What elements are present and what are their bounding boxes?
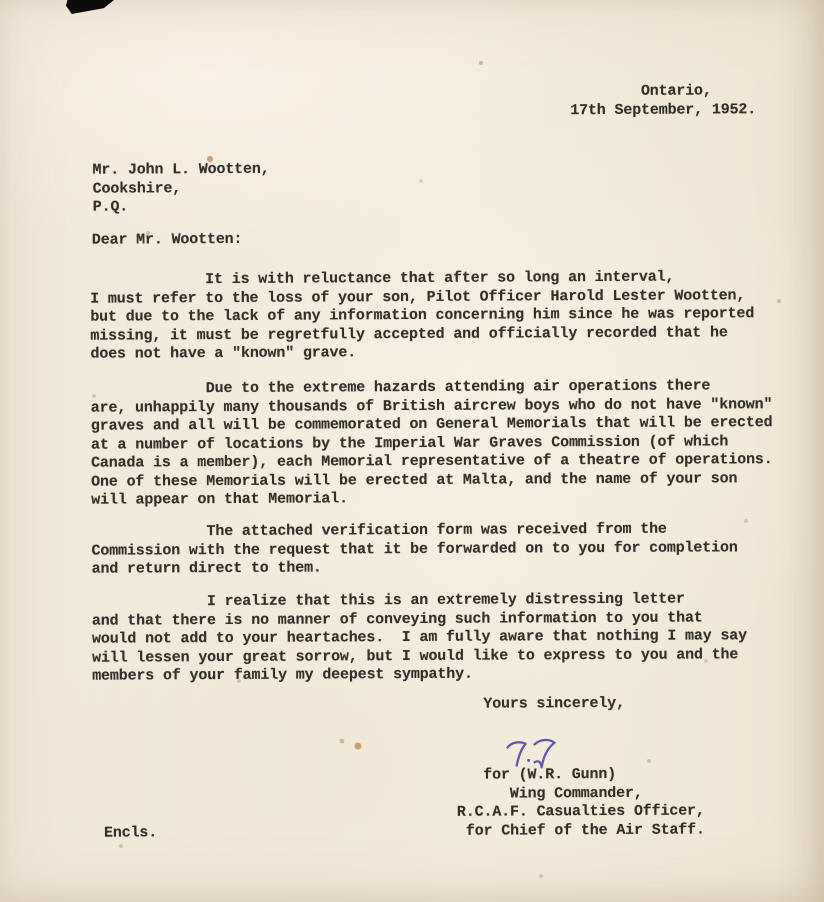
salutation: Dear Mr. Wootten: [91, 230, 243, 249]
paragraph-4: I realize that this is an extremely distressing letter and that there is no manner of conveying such information to you that would not add to your heartaches. I am fully aware that nothing I may say will lessen your great sorrow, but I would like to express to you and the members of your family my deepest sympathy. [91, 590, 748, 685]
dateline: Ontario, 17th September, 1952. [570, 82, 757, 119]
paragraph-1: It is with reluctance that after so long an interval, I must refer to the loss of your son, Pilot Officer Harold Lester Wootten, but due to the lack of any information concerning him since he was reported missing, it must be regretfully accepted and officially recorded that he does not have a "known" grave. [90, 268, 755, 363]
signature-block: for (W.R. Gunn) Wing Commander, R.C.A.F. Casualties Officer, for Chief of the Air Staff. [456, 765, 705, 840]
paragraph-2: Due to the extreme hazards attending air operations there are, unhappily many thousands of British aircrew boys who do not have "known" graves and all will be commemorated on General Memorials that will be erected at a number of locations by the Imperial War Graves Commission (of which Canada is a member), each Memorial representative of a theatre of operations. One of these Memorials will be erected at Malta, and the name of your son will appear on that Memorial. [90, 377, 773, 509]
enclosure-note: Encls. [103, 824, 158, 842]
paragraph-3: The attached verification form was received from the Commission with the request that it be forwarded on to you for completion and return direct to them. [91, 520, 738, 578]
closing: Yours sincerely, [483, 694, 625, 713]
recipient-address: Mr. John L. Wootten, Cookshire, P.Q. [92, 160, 270, 216]
